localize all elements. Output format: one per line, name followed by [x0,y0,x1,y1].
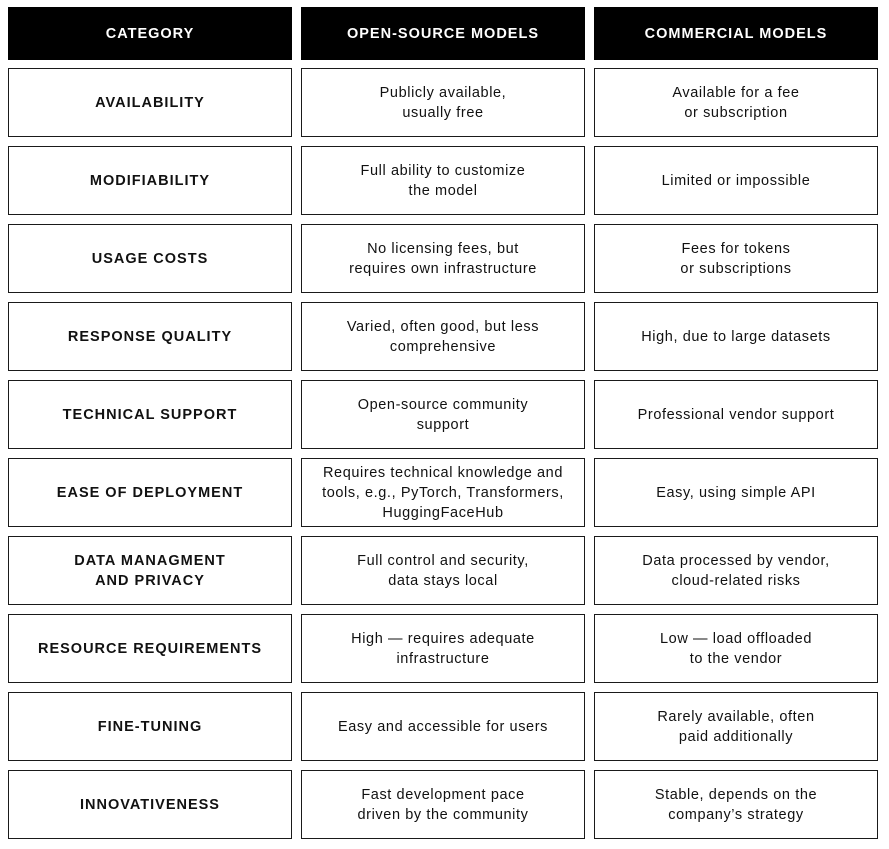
category-innovativeness: INNOVATIVENESS [8,770,292,839]
commercial-response-quality: High, due to large datasets [594,302,878,371]
header-open-source-models: OPEN-SOURCE MODELS [301,7,585,60]
commercial-ease-of-deployment: Easy, using simple API [594,458,878,527]
open-source-usage-costs: No licensing fees, but requires own infrastructure [301,224,585,293]
commercial-fine-tuning: Rarely available, often paid additionally [594,692,878,761]
category-ease-of-deployment: EASE OF DEPLOYMENT [8,458,292,527]
commercial-availability: Available for a fee or subscription [594,68,878,137]
commercial-modifiability: Limited or impossible [594,146,878,215]
open-source-resource-requirements: High — requires adequate infrastructure [301,614,585,683]
category-usage-costs: USAGE COSTS [8,224,292,293]
open-source-availability: Publicly available, usually free [301,68,585,137]
commercial-technical-support: Professional vendor support [594,380,878,449]
open-source-innovativeness: Fast development pace driven by the community [301,770,585,839]
category-response-quality: RESPONSE QUALITY [8,302,292,371]
open-source-response-quality: Varied, often good, but less comprehensive [301,302,585,371]
category-technical-support: TECHNICAL SUPPORT [8,380,292,449]
commercial-usage-costs: Fees for tokens or subscriptions [594,224,878,293]
category-availability: AVAILABILITY [8,68,292,137]
commercial-data-management-privacy: Data processed by vendor, cloud-related risks [594,536,878,605]
category-fine-tuning: FINE-TUNING [8,692,292,761]
open-source-ease-of-deployment: Requires technical knowledge and tools, e.g., PyTorch, Transformers, HuggingFaceHub [301,458,585,527]
category-modifiability: MODIFIABILITY [8,146,292,215]
open-source-fine-tuning: Easy and accessible for users [301,692,585,761]
open-source-technical-support: Open-source community support [301,380,585,449]
header-commercial-models: COMMERCIAL MODELS [594,7,878,60]
commercial-innovativeness: Stable, depends on the company’s strategy [594,770,878,839]
category-data-management-privacy: DATA MANAGMENT AND PRIVACY [8,536,292,605]
open-source-modifiability: Full ability to customize the model [301,146,585,215]
header-category: CATEGORY [8,7,292,60]
open-source-data-management-privacy: Full control and security, data stays local [301,536,585,605]
category-resource-requirements: RESOURCE REQUIREMENTS [8,614,292,683]
commercial-resource-requirements: Low — load offloaded to the vendor [594,614,878,683]
